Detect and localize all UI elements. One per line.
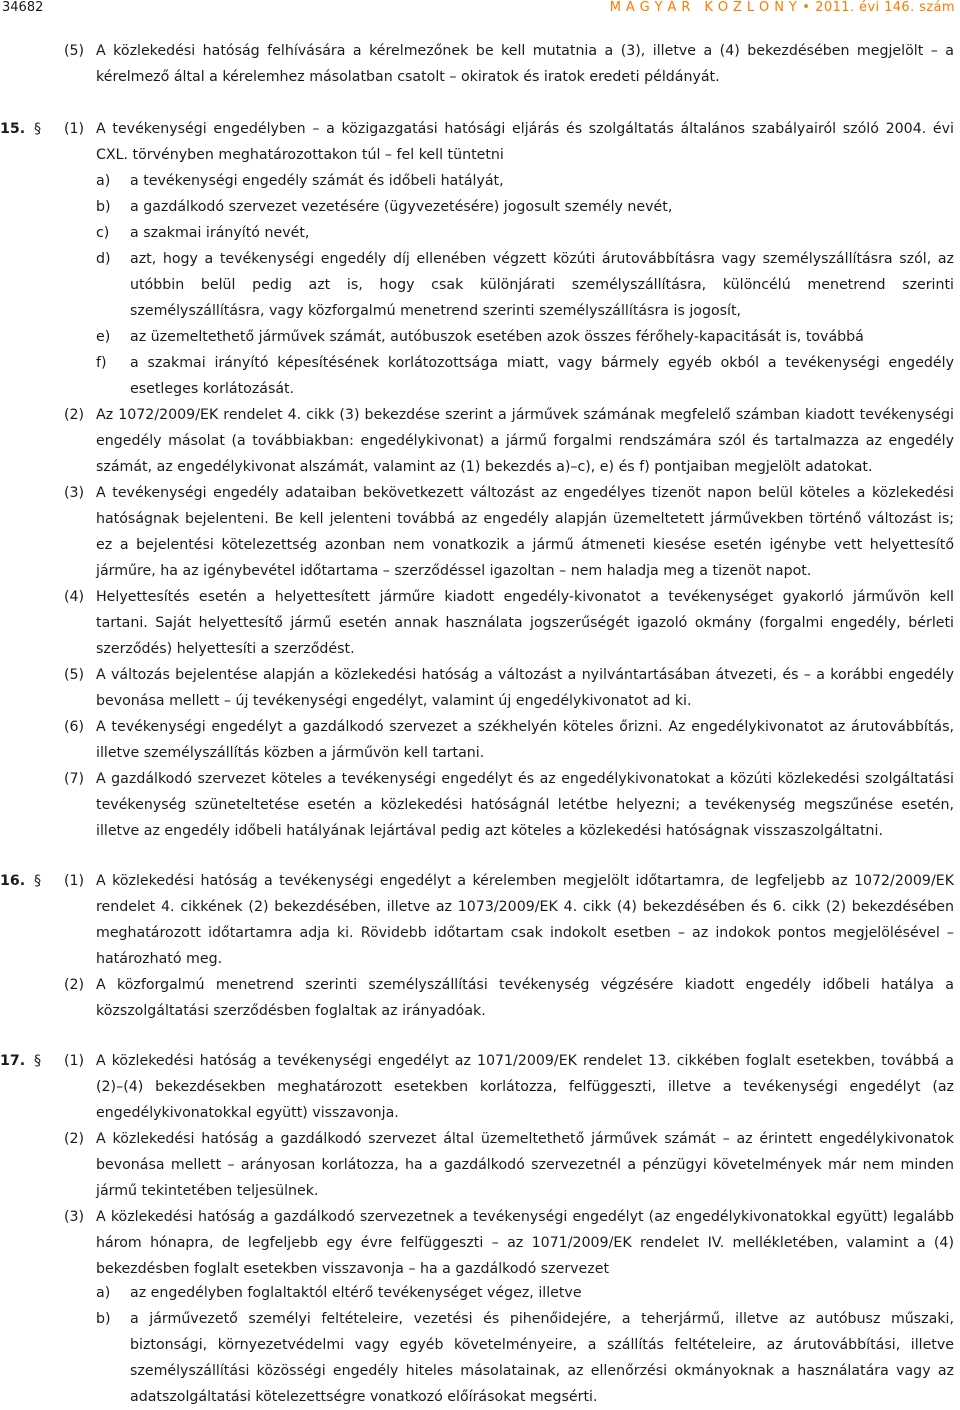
journal-issue — [610, 0, 955, 16]
para-label: (3) — [64, 485, 85, 501]
para-label: (2) — [64, 1131, 85, 1147]
point-text: az üzemeltethető járművek számát, autóbuszok esetében azok összes férőhely-kapacitását is, továbbá — [130, 329, 864, 345]
section-sign: § — [34, 121, 42, 137]
para-text-content: A tevékenységi engedélyben – a közigazgatási hatósági eljárás és szolgáltatás általános szabályairól szóló 2004. évi CXL. törvényben meghatározottakon túl – fel kell tüntetni — [96, 121, 954, 163]
journal-separator: • — [802, 0, 811, 15]
point-label: d) — [96, 251, 111, 267]
para-text: A gazdálkodó szervezet köteles a tevékenységi engedélyt és az engedélykivonatokat a közúti közlekedési szolgáltatási tevékenység szüneteltetése esetén a közlekedési hatóságnál letétbe helyezni; a tevékenység megszűnése esetén, illetve az engedély időbeli hatályának lejártával pedig azt köteles a közlekedési hatóságnak visszaszolgáltatni. — [96, 771, 954, 839]
para-text: A közlekedési hatóság a tevékenységi engedélyt a kérelemben megjelölt időtartamra, de legfeljebb az 1072/2009/EK rendelet 4. cikkének (2) bekezdésében, illetve az 1073/2009/EK 4. cikk (4) bekezdésében és 6. cikk (2) bekezdésében meghatározott időtartamra adja ki. Rövidebb időtartam csak indokolt esetben – az indokok pontos megjelölésével – határozható meg. — [96, 873, 954, 967]
para-text: A közforgalmú menetrend szerinti személyszállítási tevékenység végzésére kiadott engedély időbeli hatálya a közszolgáltatási szerződésben foglaltak az irányadóak. — [96, 977, 954, 1019]
para-text: A tevékenységi engedélyt a gazdálkodó szervezet a székhelyén köteles őrizni. Az engedélykivonatot az árutovábbítás, illetve személyszállítás közben a járművön kell tartani. — [96, 719, 954, 761]
point-text: a tevékenységi engedély számát és időbeli hatályát, — [130, 173, 504, 189]
point-label: a) — [96, 1285, 111, 1301]
para-label: (5) — [64, 667, 85, 683]
section-sign: § — [34, 1053, 42, 1069]
section-number: 15. — [0, 121, 26, 137]
point-label: b) — [96, 1311, 111, 1327]
section-number: 16. — [0, 873, 26, 889]
para-label: (3) — [64, 1209, 85, 1225]
para-text: A változás bejelentése alapján a közlekedési hatóság a változást a nyilvántartásában átvezeti, és – a korábbi engedély bevonása mellett – új tevékenységi engedélyt, valamint új engedélykivonatot ad ki. — [96, 667, 954, 709]
para-label: (7) — [64, 771, 85, 787]
point-text: a szakmai irányító képesítésének korlátozottsága miatt, vagy bármely egyéb okból a tevékenységi engedély esetleges korlátozását. — [130, 355, 954, 397]
point-text: a szakmai irányító nevét, — [130, 225, 310, 241]
para-text — [96, 116, 954, 168]
issue-number: 2011. évi 146. szám — [815, 0, 955, 15]
para-text: Az 1072/2009/EK rendelet 4. cikk (3) bekezdése szerint a járművek számának megfelelő számban kiadott tevékenységi engedély másolat (a továbbiakban: engedélykivonat) a jármű forgalmi rendszámára szól és tartalmazza az engedély számát, az engedélykivonat alszámát, valamint az (1) bekezdés a)–c), e) és f) pontjaiban megjelölt adatokat. — [96, 407, 954, 475]
point-label: b) — [96, 199, 111, 215]
point-label: c) — [96, 225, 110, 241]
point-text: a gazdálkodó szervezet vezetésére (ügyvezetésére) jogosult személy nevét, — [130, 199, 673, 215]
para-text: A közlekedési hatóság a tevékenységi engedélyt az 1071/2009/EK rendelet 13. cikkében foglalt esetekben, továbbá a (2)–(4) bekezdésekben meghatározott esetekben korlátozza, felfüggeszti, illetve a tevékenységi engedélyt (az engedélykivonatokkal együtt) visszavonja. — [96, 1053, 954, 1121]
point-label: a) — [96, 173, 111, 189]
para-label: (4) — [64, 589, 85, 605]
para-label: (5) — [64, 43, 85, 59]
section-number: 17. — [0, 1053, 26, 1069]
para-text: A közlekedési hatóság a gazdálkodó szervezet által üzemeltethető járművek számát – az érintett engedélykivonatok bevonása mellett – arányosan korlátozza, ha a gazdálkodó szervezetnél a pénzügyi követelmények már nem minden jármű tekintetében teljesülnek. — [96, 1131, 954, 1199]
page-number: 34682 — [2, 0, 44, 15]
point-text: a járművezető személyi feltételeire, vezetési és pihenőidejére, a teherjármű, illetve az autóbusz műszaki, biztonsági, környezetvédelmi vagy egyéb követelményeire, a szállítás feltételeire, az árutovábbítási, illetve személyszállítási közösségi engedély hiteles másolatainak, az ellenőrzési okmányoknak a használatára vagy az adatszolgáltatási kötelezettségre vonatkozó előírásokat megsérti. — [130, 1311, 954, 1405]
para-label: (1) — [64, 873, 85, 889]
page-header — [0, 0, 960, 20]
section-sign: § — [34, 873, 42, 889]
para-label: (2) — [64, 407, 85, 423]
journal-title: M A G Y A R K Ö Z L Ö N Y — [609, 0, 798, 15]
point-text: azt, hogy a tevékenységi engedély díj ellenében végzett közúti árutovábbításra vagy személyszállításra szól, az utóbbin belül pedig azt is, hogy csak különjárati személyszállításra, különcélú menetrend szerinti személyszállításra, vagy közforgalmú menetrend szerinti személyszállításra is jogosít, — [130, 251, 954, 319]
para-label: (6) — [64, 719, 85, 735]
para-label: (1) — [64, 1053, 85, 1069]
point-label: f) — [96, 355, 107, 371]
para-text: A közlekedési hatóság a gazdálkodó szervezetnek a tevékenységi engedélyt (az engedélykivonatokkal együtt) legalább három hónapra, de legfeljebb egy évre felfüggeszti – az 1071/2009/EK rendelet IV. mellékletében, valamint a (4) bekezdésben foglalt esetekben visszavonja – ha a gazdálkodó szervezet — [96, 1209, 954, 1277]
para-label: (1) — [64, 121, 85, 137]
para-label: (2) — [64, 977, 85, 993]
para-text: Helyettesítés esetén a helyettesített járműre kiadott engedély-kivonatot a tevékenységet gyakorló járművön kell tartani. Saját helyettesítő jármű esetén annak használata jogszerűségét igazoló okmány (forgalmi engedély, bérleti szerződés) helyettesíti a szerződést. — [96, 589, 954, 657]
para-text: A tevékenységi engedély adataiban bekövetkezett változást az engedélyes tizenöt napon belül köteles a közlekedési hatóságnak bejelenteni. Be kell jelenteni továbbá az engedély alapján üzemeltetett járművekben történő változást is; ez a bejelentési kötelezettség azonban nem vonatkozik a jármű átmeneti kiesése esetén igénybe vett helyettesítő járműre, ha az igénybevétel időtartama – szerződéssel igazoltan – nem haladja meg a tizenöt napot. — [96, 485, 954, 579]
para-text: A közlekedési hatóság felhívására a kérelmezőnek be kell mutatnia a (3), illetve a (4) bekezdésében megjelölt – a kérelmező által a kérelemhez másolatban csatolt – okiratok és iratok eredeti példányát. — [96, 43, 954, 85]
point-label: e) — [96, 329, 111, 345]
point-text: az engedélyben foglaltaktól eltérő tevékenységet végez, illetve — [130, 1285, 582, 1301]
